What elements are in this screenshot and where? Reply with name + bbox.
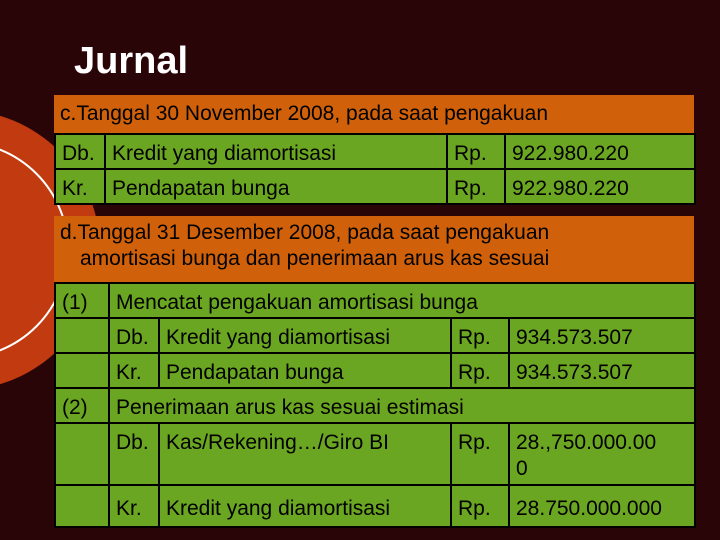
amount-line2: 0: [516, 457, 528, 480]
table-cell-empty: [56, 354, 108, 387]
table-cell-account: Pendapatan bunga: [160, 354, 450, 387]
table-cell-empty: [56, 319, 108, 352]
table-cell-account: Kredit yang diamortisasi: [160, 319, 450, 352]
table-cell-amount: 28.750.000.000: [510, 486, 694, 526]
item-label: Penerimaan arus kas sesuai estimasi: [110, 389, 694, 422]
table-cell-side: Kr.: [56, 170, 104, 203]
table-cell-amount: 922.980.220: [506, 170, 694, 203]
amount-line1: 28.,750.000.00: [516, 431, 657, 454]
section-c-table: [54, 133, 696, 205]
item-label: Mencatat pengakuan amortisasi bunga: [110, 284, 694, 317]
table-cell-side: Kr.: [110, 354, 158, 387]
table-cell-account: Kas/Rekening…/Giro BI: [160, 424, 450, 484]
table-cell-side: Kr.: [110, 486, 158, 526]
table-cell-account: Kredit yang diamortisasi: [160, 486, 450, 526]
table-cell-currency: Rp.: [452, 486, 508, 526]
table-cell-empty: [56, 424, 108, 484]
table-cell-amount: 922.980.220: [506, 135, 694, 168]
table-cell-amount: 934.573.507: [510, 319, 694, 352]
section-d-heading-line2: amortisasi bunga dan penerimaan arus kas sesuai: [80, 247, 550, 270]
table-cell-account: Pendapatan bunga: [106, 170, 446, 203]
slide-title: Jurnal: [74, 40, 189, 82]
table-cell-amount: 934.573.507: [510, 354, 694, 387]
item-number: (1): [56, 284, 108, 317]
table-cell-side: Db.: [110, 319, 158, 352]
table-cell-currency: Rp.: [452, 319, 508, 352]
table-cell-currency: Rp.: [452, 424, 508, 484]
table-cell-currency: Rp.: [448, 135, 504, 168]
section-d-heading-line1: d.Tanggal 31 Desember 2008, pada saat pengakuan: [60, 221, 550, 244]
table-cell-currency: Rp.: [452, 354, 508, 387]
table-cell-empty: [56, 486, 108, 526]
table-cell-side: Db.: [56, 135, 104, 168]
section-d-heading: [54, 216, 694, 282]
table-cell-currency: Rp.: [448, 170, 504, 203]
section-d-table: [54, 282, 696, 528]
table-cell-account: Kredit yang diamortisasi: [106, 135, 446, 168]
table-cell-side: Db.: [110, 424, 158, 484]
section-c-heading: c.Tanggal 30 November 2008, pada saat pengakuan: [54, 95, 694, 133]
table-cell-amount: [510, 424, 694, 484]
item-number: (2): [56, 389, 108, 422]
